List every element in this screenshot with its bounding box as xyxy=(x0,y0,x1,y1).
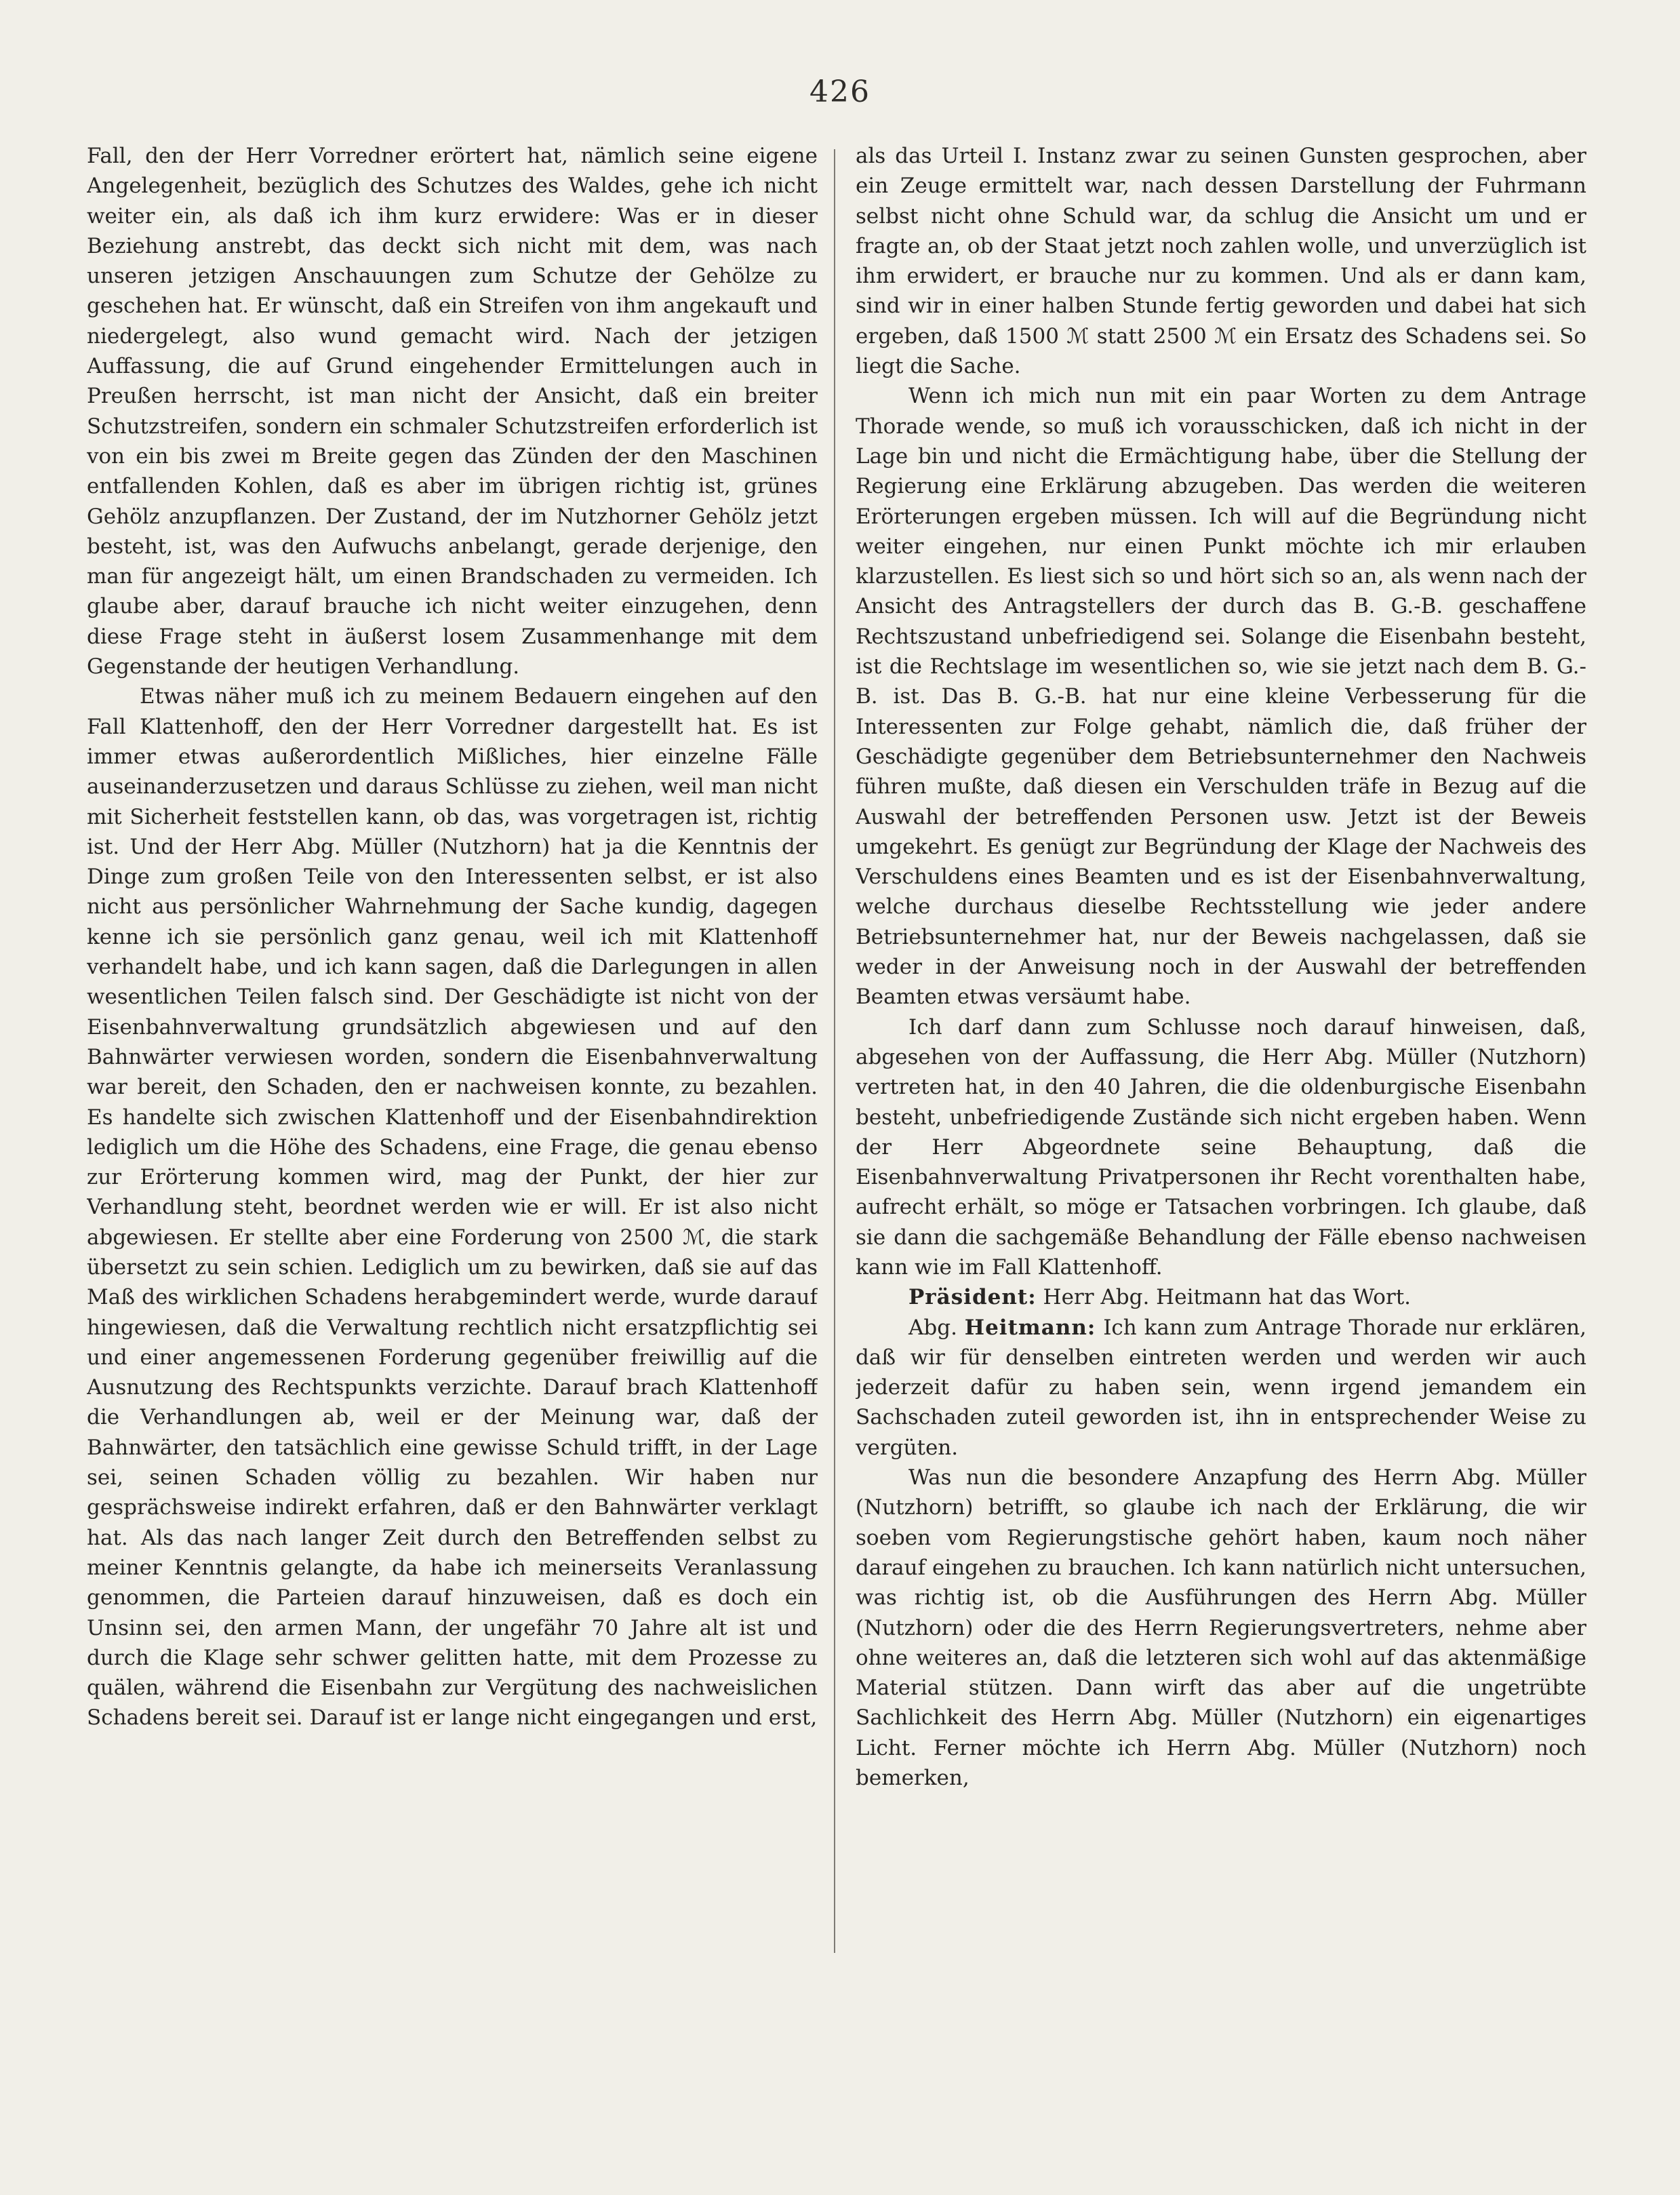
text-line: zu kommen. Und als er dann kam, sind wir in einer xyxy=(856,264,1586,319)
text-line: in allen wesentlichen Teilen falsch sind. Der xyxy=(87,955,818,1010)
text-line: auf den Fall Klattenhoff, den der Herr Vorredner dargestellt xyxy=(87,684,818,739)
text-line: nur erklären, daß wir für denselben eintreten werden und xyxy=(856,1315,1586,1370)
text-line: daß es doch ein Unsinn sei, den armen Mann, der xyxy=(87,1585,818,1640)
text-line: welche durchaus dieselbe Rechtsstellung wie jeder andere xyxy=(856,894,1586,919)
paragraph xyxy=(856,1012,1586,1283)
column-divider xyxy=(834,149,835,1953)
speaker-name: Präsident: xyxy=(908,1285,1037,1310)
paragraph xyxy=(87,681,818,1733)
text-line: des Herrn Abg. Müller (Nutzhorn) oder die xyxy=(856,1585,1586,1640)
text-line: Behandlung der Fälle ebenso nachweisen kann wie xyxy=(856,1225,1586,1280)
text-line: sei. Darauf ist er lange nicht eingegangen und erst, xyxy=(266,1705,818,1731)
text-line: Thorade wende, so muß ich vorausschicken, daß ich xyxy=(856,414,1444,439)
paragraph xyxy=(856,1313,1586,1463)
text-line: sie weder in der Anweisung noch in der Auswahl der betreffenden xyxy=(856,924,1586,980)
paragraph xyxy=(87,141,818,681)
text-line: einen Punkt möchte ich mir erlauben klarzustellen. Es liest xyxy=(856,534,1586,589)
text-line: nur gesprächsweise indirekt erfahren, daß er den Bahnwärter xyxy=(87,1465,818,1520)
text-line: Was nun die besondere Anzapfung des Herrn Abg. xyxy=(908,1465,1501,1490)
text-line: jemandem ein Sachschaden zuteil geworden ist, ihn in entsprechender xyxy=(856,1375,1586,1430)
text-line: des Herrn Regierungsvertreters, nehme aber ohne weiteres xyxy=(856,1615,1586,1670)
text-line: Geschädigte ist nicht von der Eisenbahnverwaltung grundsätzlich xyxy=(87,985,818,1040)
text-line: kenne ich sie persönlich ganz genau, weil ich mit Klattenhoff xyxy=(87,924,818,949)
text-line: brauche ich nicht weiter einzugehen, denn diese Frage steht xyxy=(87,594,818,649)
page-number: 426 xyxy=(809,75,871,109)
text-line: Eisenbahn besteht, unbefriedigende Zustände sich xyxy=(856,1075,1586,1130)
text-line: Schutze der Gehölze zu geschehen hat. Er wünscht, daß xyxy=(87,264,818,319)
text-line: Bahnwärter, den tatsächlich eine gewisse Schuld trifft, in xyxy=(87,1435,713,1460)
text-line: der Lage sei, seinen Schaden völlig zu bezahlen. Wir haben xyxy=(87,1435,818,1490)
text-line: Grund eingehender Ermittelungen auch in Preußen herrscht, xyxy=(87,354,818,409)
text-line: entfallenden Kohlen, daß es aber im übrigen richtig ist, xyxy=(87,474,731,499)
text-line: gerade derjenige, den man für angezeigt hält, um xyxy=(87,534,818,589)
text-line: wund gemacht wird. Nach der jetzigen Auffassung, die auf xyxy=(87,323,818,379)
speaker-prefix: Abg. xyxy=(908,1315,957,1340)
text-line: Was er in dieser Beziehung anstrebt, das deckt sich nicht xyxy=(87,203,818,258)
text-line: sondern die Eisenbahnverwaltung war bereit, den Schaden, xyxy=(87,1044,818,1100)
text-line: über die Stellung der Regierung eine Erklärung abzugeben. xyxy=(856,443,1586,499)
text-line: gehe ich nicht weiter ein, als daß ich ihm kurz erwidere: xyxy=(87,174,818,229)
text-line: stützen. Dann wirft das aber auf die ungetrübte Sachlichkeit xyxy=(856,1676,1586,1731)
paragraph xyxy=(856,381,1586,1012)
text-line: Personen usw. Jetzt ist der Beweis umgekehrt. Es xyxy=(856,804,1586,859)
text-line: 2500 ℳ, die stark übersetzt zu sein schien. Lediglich um xyxy=(87,1225,818,1280)
text-line: um und er fragte an, ob der Staat jetzt noch zahlen xyxy=(856,203,1586,258)
text-line: für die Interessenten zur Folge gehabt, nämlich xyxy=(856,684,1586,739)
text-line: großen Teile von den Interessenten selbst, er ist also nicht xyxy=(87,865,818,919)
text-line: Verschulden träfe in Bezug auf die Auswahl der betreffenden xyxy=(856,774,1586,829)
text-line: Etwas näher muß ich zu meinem Bedauern eingehen xyxy=(140,684,725,709)
text-line: einen Brandschaden zu vermeiden. Ich glaube aber, darauf xyxy=(87,564,818,619)
text-line: herabgemindert werde, wurde darauf hingewiesen, daß die xyxy=(87,1285,818,1340)
text-line: aus persönlicher Wahrnehmung der Sache kundig, dagegen xyxy=(152,894,818,919)
text-line: heutigen Verhandlung. xyxy=(276,654,520,679)
text-line: halben Stunde fertig geworden und dabei hat sich ergeben, xyxy=(856,294,1586,349)
right-column xyxy=(856,141,1586,2074)
text-line: Beamten etwas versäumt habe. xyxy=(856,985,1191,1010)
text-line: Eisenbahn zur Vergütung des nachweislichen Schadens bereit xyxy=(87,1676,818,1731)
text-line: nicht in der Lage bin und nicht die Ermächtigung habe, xyxy=(856,414,1586,469)
text-line: zwischen Klattenhoff und der Eisenbahndirektion lediglich xyxy=(87,1105,818,1160)
paragraph xyxy=(856,141,1586,381)
text-line: Fuhrmann selbst nicht ohne Schuld war, da schlug die Ansicht xyxy=(856,174,1586,229)
text-line: selbst zu meiner Kenntnis gelangte, da habe ich meinerseits xyxy=(87,1525,818,1580)
text-line: hier einzelne Fälle auseinanderzusetzen und daraus Schlüsse zu xyxy=(87,744,818,799)
text-line: daß, abgesehen von der Auffassung, die Herr Abg. Müller xyxy=(856,1014,1586,1069)
text-line: abgewiesen und auf den Bahnwärter verwiesen worden, xyxy=(87,1014,818,1069)
text-line: sich so und hört sich so an, als wenn nach der Ansicht des xyxy=(856,564,1586,619)
text-line: Ferner möchte ich Herrn Abg. Müller (Nutzhorn) noch bemerken, xyxy=(856,1735,1586,1791)
text-line: den Nachweis führen mußte, daß diesen ein xyxy=(856,744,1586,799)
text-line: verhandelt habe, und ich kann sagen, daß die Darlegungen xyxy=(87,955,730,980)
text-line: ihr Recht vorenthalten habe, aufrecht erhält, so möge er xyxy=(856,1165,1586,1220)
text-line: aber ein Zeuge ermittelt war, nach dessen Darstellung der xyxy=(856,144,1586,199)
text-line: den er nachweisen konnte, zu bezahlen. Es handelte sich xyxy=(87,1075,818,1130)
text-line: Antragstellers der durch das B. G.-B. geschaffene Rechtszustand xyxy=(856,594,1586,649)
text-line: Herr Abg. Heitmann hat das Wort. xyxy=(1043,1285,1412,1310)
text-line: Müller (Nutzhorn) hat ja die Kenntnis der Dinge zum xyxy=(87,834,818,890)
text-line: daß 1500 ℳ statt 2500 ℳ ein Ersatz des Schadens sei. xyxy=(957,323,1552,349)
text-line: des Herrn Abg. Müller (Nutzhorn) ein eigenartiges Licht. xyxy=(856,1705,1586,1760)
text-line: bis zwei m Breite gegen das Zünden der den Maschinen xyxy=(179,443,818,469)
text-line: eines Beamten und es ist der Eisenbahnverwaltung, xyxy=(1008,865,1586,890)
text-line: unbefriedigend sei. Solange die Eisenbahn besteht, xyxy=(1021,624,1586,649)
text-line: sondern ein schmaler Schutzstreifen erforderlich ist von ein xyxy=(87,414,818,469)
text-line: die, daß früher der Geschädigte gegenüber dem Betriebsunternehmer xyxy=(856,714,1586,769)
paragraph xyxy=(856,1463,1586,1793)
text-line: Tatsachen vorbringen. Ich glaube, daß sie dann die sachgemäße xyxy=(856,1195,1586,1250)
text-line: So liegt die Sache. xyxy=(856,323,1586,379)
text-line: Das werden die weiteren Erörterungen ergeben müssen. xyxy=(856,474,1586,529)
text-line: des Rechtspunkts verzichte. Darauf brach Klattenhoff xyxy=(224,1375,818,1400)
text-line: nicht ergeben haben. Wenn der Herr Abgeordnete seine xyxy=(856,1105,1586,1160)
text-line: mit dem, was nach unseren jetzigen Anschauungen zum xyxy=(87,233,818,289)
text-line: Verhandlung steht, beordnet werden wie er will. Er ist xyxy=(87,1195,700,1220)
text-line: Forderung gegenüber freiwillig auf die Ausnutzung xyxy=(87,1345,818,1400)
text-line: also nicht abgewiesen. Er stellte aber eine Forderung von xyxy=(87,1195,818,1250)
text-line: gelitten hatte, mit dem Prozesse zu quälen, während die xyxy=(87,1645,818,1701)
text-line: im Fall Klattenhoff. xyxy=(958,1254,1163,1280)
text-line: die Verhandlungen ab, weil er der Meinung war, daß der xyxy=(87,1405,818,1430)
text-line: um die Höhe des Schadens, eine Frage, die genau ebenso xyxy=(186,1134,818,1160)
text-line: zur Erörterung kommen wird, mag der Punkt, der hier zur xyxy=(87,1165,818,1190)
text-line: grünes Gehölz anzupflanzen. Der Zustand, der im Nutzhorner xyxy=(87,474,818,529)
text-line: (Nutzhorn) vertreten hat, in den 40 Jahren, die die oldenburgische xyxy=(856,1044,1586,1100)
text-line: Müller (Nutzhorn) betrifft, so glaube ich nach der Erklärung, xyxy=(856,1465,1586,1520)
text-line: B. G.-B. ist. Das B. G.-B. hat nur eine kleine Verbesserung xyxy=(856,654,1586,709)
paragraph xyxy=(856,1282,1586,1312)
text-line: Fall, den der Herr Vorredner erörtert hat, nämlich seine xyxy=(87,144,734,168)
text-line: genügt zur Begründung der Klage der Nachweis des Verschuldens xyxy=(856,834,1586,890)
text-line: Ich will auf die Begründung nicht weiter eingehen, nur xyxy=(856,504,1586,559)
text-line: wolle, und unverzüglich ist ihm erwidert, er brauche nur xyxy=(856,233,1586,289)
text-line: Behauptung, daß die Eisenbahnverwaltung Privatpersonen xyxy=(856,1134,1586,1190)
text-line: Weise zu vergüten. xyxy=(856,1405,1586,1460)
text-line: die wir soeben vom Regierungstische gehört haben, xyxy=(856,1495,1586,1550)
text-line: ein Streifen von ihm angekauft und niedergelegt, also xyxy=(87,294,818,349)
speaker-name: Heitmann: xyxy=(964,1315,1096,1340)
text-line: kaum noch näher darauf eingehen zu brauchen. Ich kann xyxy=(856,1525,1586,1580)
text-line: das, was vorgetragen ist, richtig ist. Und der Herr Abg. xyxy=(87,804,818,859)
text-line: ist man nicht der Ansicht, daß ein breiter Schutzstreifen, xyxy=(87,384,818,439)
text-line: in äußerst losem Zusammenhange mit dem Gegenstande der xyxy=(87,624,818,679)
text-line: Verwaltung rechtlich nicht ersatzpflichtig sei und einer angemessenen xyxy=(87,1315,818,1370)
text-line: als das Urteil I. Instanz zwar zu seinen Gunsten gesprochen, xyxy=(856,144,1529,168)
text-line: eigene Angelegenheit, bezüglich des Schutzes des Waldes, xyxy=(87,144,818,199)
text-line: zu bewirken, daß sie auf das Maß des wirklichen Schadens xyxy=(87,1254,818,1310)
text-line: hat. Es ist immer etwas außerordentlich Mißliches, xyxy=(87,714,818,769)
text-line: verklagt hat. Als das nach langer Zeit durch den Betreffenden xyxy=(87,1495,818,1550)
text-line: Ich kann zum Antrage Thorade xyxy=(1103,1315,1438,1340)
text-line: Wenn ich mich nun mit ein paar Worten zu dem Antrage xyxy=(908,384,1586,409)
text-line: natürlich nicht untersuchen, was richtig ist, ob die Ausführungen xyxy=(856,1555,1586,1610)
text-line: Gehölz jetzt besteht, ist, was den Aufwuchs anbelangt, xyxy=(87,504,818,559)
text-line: Veranlassung genommen, die Parteien darauf hinzuweisen, xyxy=(87,1555,818,1610)
text-line: Betriebsunternehmer hat, nur der Beweis nachgelassen, daß xyxy=(856,924,1544,949)
text-line: an, daß die letzteren sich wohl auf das aktenmäßige Material xyxy=(856,1645,1586,1701)
text-line: ist die Rechtslage im wesentlichen so, wie sie jetzt nach dem xyxy=(856,654,1519,679)
text-line: ziehen, weil man nicht mit Sicherheit feststellen kann, ob xyxy=(87,774,818,829)
text-line: Ich darf dann zum Schlusse noch darauf hinweisen, xyxy=(908,1014,1524,1040)
left-column xyxy=(87,141,818,2074)
text-line: werden wir auch jederzeit dafür zu haben sein, wenn irgend xyxy=(856,1345,1586,1400)
text-line: ungefähr 70 Jahre alt ist und durch die Klage sehr schwer xyxy=(87,1615,818,1670)
